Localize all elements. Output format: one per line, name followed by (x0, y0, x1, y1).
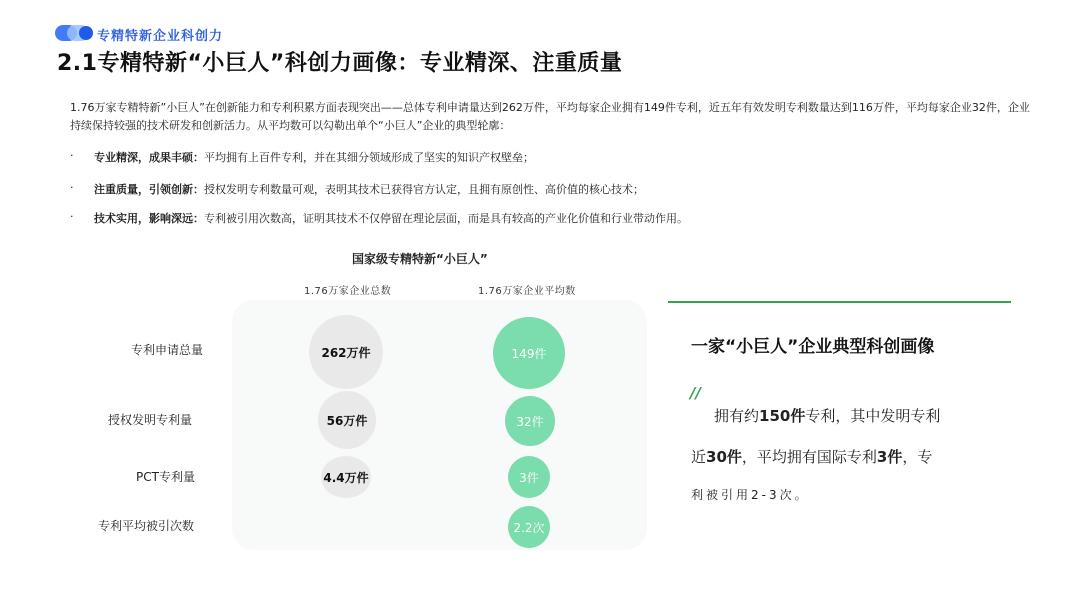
card-text: ，专 (902, 448, 933, 466)
bullet-heading: 专业精深，成果丰硕： (94, 151, 204, 164)
bullet-text: 专利被引用次数高，证明其技术不仅停留在理论层面，而是具有较高的产业化价值和行业带动作用。 (204, 212, 688, 225)
card-line-3: 利被引用2-3次。 (691, 488, 810, 502)
row-label-granted-inventions: 授权发明专利量 (107, 413, 192, 427)
section-label: 专精特新企业科创力 (97, 29, 224, 44)
card-title: 一家“小巨人”企业典型科创画像 (691, 337, 935, 357)
bullet-text: 平均拥有上百件专利，并在其细分领域形成了坚实的知识产权壁垒； (204, 151, 534, 164)
bubble-total-pct-patents: 4.4万件 (321, 456, 371, 498)
card-highlight: 3件 (876, 448, 903, 466)
bubble-avg-citations: 2.2次 (508, 506, 550, 548)
intro-paragraph: 1.76万家专精特新”小巨人”在创新能力和专利积累方面表现突出——总体专利申请量达到262万件，平均每家企业拥有149件专利，近五年有效发明专利数量达到116万件，平均每家企业32件，企业持续保持较强的技术研发和创新活力。从平均数可以勾勒出单个“小巨人”企业的典型轮廓： (70, 101, 1030, 132)
card-highlight: 150件 (759, 407, 806, 425)
row-label-avg-citations: 专利平均被引次数 (97, 519, 194, 533)
card-text: 拥有约 (714, 407, 760, 425)
card-highlight: 30件 (706, 448, 742, 466)
card-text: 专利，其中发明专利 (805, 407, 941, 425)
bullet-marker: · (70, 210, 74, 223)
bullet-marker: · (70, 181, 74, 194)
card-line-2 (691, 446, 932, 467)
page-title: 2.1专精特新“小巨人”科创力画像：专业精深、注重质量 (57, 51, 623, 76)
row-label-pct-patents: PCT专利量 (136, 470, 195, 484)
bubble-avg-pct-patents: 3件 (508, 456, 550, 498)
bubble-total-patent-applications: 262万件 (309, 315, 383, 389)
row-label-patent-applications: 专利申请总量 (130, 343, 203, 357)
chart-panel (232, 300, 647, 550)
bullet-text: 授权发明专利数量可观，表明其技术已获得官方认定，且拥有原创性、高价值的核心技术； (204, 183, 644, 196)
bullet-heading: 注重质量，引领创新： (94, 183, 204, 196)
card-text: ，平均拥有国际专利 (741, 448, 877, 466)
bullet-heading: 技术实用，影响深远： (94, 212, 204, 225)
chart-title: 国家级专精特新“小巨人” (352, 252, 488, 266)
bullet-marker: · (70, 149, 74, 162)
card-divider (668, 301, 1011, 303)
column-header-average: 1.76万家企业平均数 (478, 286, 576, 297)
brand-logo-icon (55, 25, 93, 41)
quote-mark-icon: // (690, 384, 701, 402)
column-header-total: 1.76万家企业总数 (304, 286, 392, 297)
bubble-avg-patent-applications: 149件 (493, 317, 565, 389)
card-text: 近 (691, 448, 707, 466)
bubble-total-granted-inventions: 56万件 (318, 391, 376, 449)
bubble-avg-granted-inventions: 32件 (505, 396, 555, 446)
card-line-1 (714, 405, 940, 426)
